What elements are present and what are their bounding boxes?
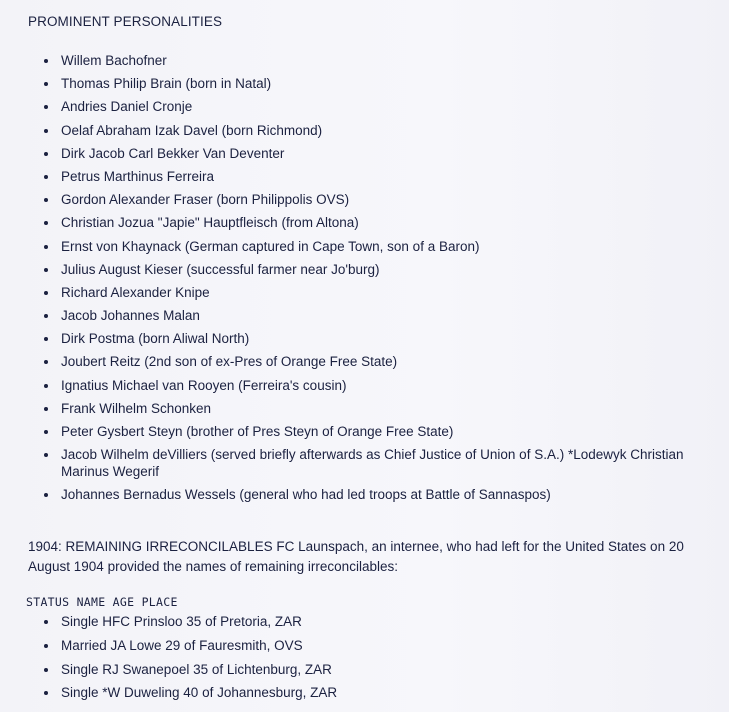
list-item: [44, 486, 724, 503]
list-item: [44, 400, 724, 417]
list-item: [44, 684, 724, 701]
bullet-icon: [44, 360, 48, 364]
list-item-text: Ignatius Michael van Rooyen (Ferreira's cousin): [61, 377, 347, 393]
list-item: [44, 261, 724, 278]
bullet-icon: [44, 384, 48, 388]
list-item-text: Dirk Jacob Carl Bekker Van Deventer: [61, 145, 285, 161]
list-item: [44, 191, 724, 208]
bullet-icon: [44, 430, 48, 434]
list-item: [44, 122, 724, 139]
list-item: [44, 214, 724, 231]
list-item-text: Gordon Alexander Fraser (born Philippolis OVS): [61, 192, 350, 208]
list-item: [44, 613, 724, 630]
list-item: [44, 98, 724, 115]
list-item: [44, 145, 724, 162]
list-item-text: Petrus Marthinus Ferreira: [61, 168, 215, 184]
list-item-text: Frank Wilhelm Schonken: [61, 400, 212, 416]
list-item: [44, 377, 724, 394]
list-item-text: Married JA Lowe 29 of Fauresmith, OVS: [61, 637, 303, 653]
bullet-icon: [44, 82, 48, 86]
list-item-text: Dirk Postma (born Aliwal North): [61, 331, 250, 347]
bullet-icon: [44, 245, 48, 249]
bullet-icon: [44, 291, 48, 295]
list-item: [44, 168, 724, 185]
list-item-text: Single RJ Swanepoel 35 of Lichtenburg, ZAR: [61, 661, 332, 677]
list-item: [44, 423, 724, 440]
bullet-icon: [44, 620, 48, 624]
list-item-text: Andries Daniel Cronje: [61, 99, 193, 115]
list-item: [44, 330, 724, 347]
bullet-icon: [44, 407, 48, 411]
list-item-text: Willem Bachofner: [61, 53, 167, 68]
list-item: [44, 52, 724, 69]
list-item: [44, 637, 724, 654]
list-item-text: Single HFC Prinsloo 35 of Pretoria, ZAR: [61, 614, 302, 629]
list-item: [44, 284, 724, 301]
bullet-icon: [44, 175, 48, 179]
bullet-icon: [44, 268, 48, 272]
list-item-text: Jacob Wilhelm deVilliers (served briefly afterwards as Chief Justice of Union of S.A.) *Lodewyk Christian Marinus Wegerif: [61, 447, 684, 480]
bullet-icon: [44, 668, 48, 672]
list-item-text: Oelaf Abraham Izak Davel (born Richmond): [61, 122, 323, 138]
bullet-icon: [44, 493, 48, 497]
list-item: [44, 353, 724, 370]
bullet-icon: [44, 314, 48, 318]
list-item: [44, 238, 724, 255]
section-heading: PROMINENT PERSONALITIES: [28, 14, 223, 29]
list-item-text: Peter Gysbert Steyn (brother of Pres Steyn of Orange Free State): [61, 424, 454, 439]
bullet-icon: [44, 105, 48, 109]
bullet-icon: [44, 221, 48, 225]
list-item: [44, 307, 724, 324]
personalities-list: [44, 52, 724, 510]
bullet-icon: [44, 198, 48, 202]
list-item-text: Jacob Johannes Malan: [61, 308, 200, 324]
bullet-icon: [44, 59, 48, 63]
bullet-icon: [44, 691, 48, 695]
list-item: [44, 75, 724, 92]
list-item-text: Johannes Bernadus Wessels (general who had led troops at Battle of Sannaspos): [61, 487, 551, 503]
table-header: STATUS NAME AGE PLACE: [26, 595, 178, 609]
bullet-icon: [44, 644, 48, 648]
list-item-text: Thomas Philip Brain (born in Natal): [61, 76, 272, 92]
irreconcilables-paragraph: 1904: REMAINING IRRECONCILABLES FC Launspach, an internee, who had left for the United States on 20 August 1904 provided the names of remaining irreconcilables:: [28, 539, 684, 574]
list-item-text: Julius August Kieser (successful farmer near Jo'burg): [61, 261, 380, 277]
irreconcilables-list: [44, 613, 724, 708]
list-item-text: Richard Alexander Knipe: [61, 284, 210, 300]
list-item: [44, 661, 724, 678]
list-item-text: Single *W Duweling 40 of Johannesburg, ZAR: [61, 685, 338, 701]
list-item-text: Christian Jozua "Japie" Hauptfleisch (from Altona): [61, 215, 359, 231]
list-item-text: Joubert Reitz (2nd son of ex-Pres of Orange Free State): [61, 354, 398, 370]
list-item: [44, 446, 716, 480]
bullet-icon: [44, 453, 48, 457]
bullet-icon: [44, 129, 48, 133]
bullet-icon: [44, 337, 48, 341]
list-item-text: Ernst von Khaynack (German captured in Cape Town, son of a Baron): [61, 238, 480, 254]
bullet-icon: [44, 152, 48, 156]
